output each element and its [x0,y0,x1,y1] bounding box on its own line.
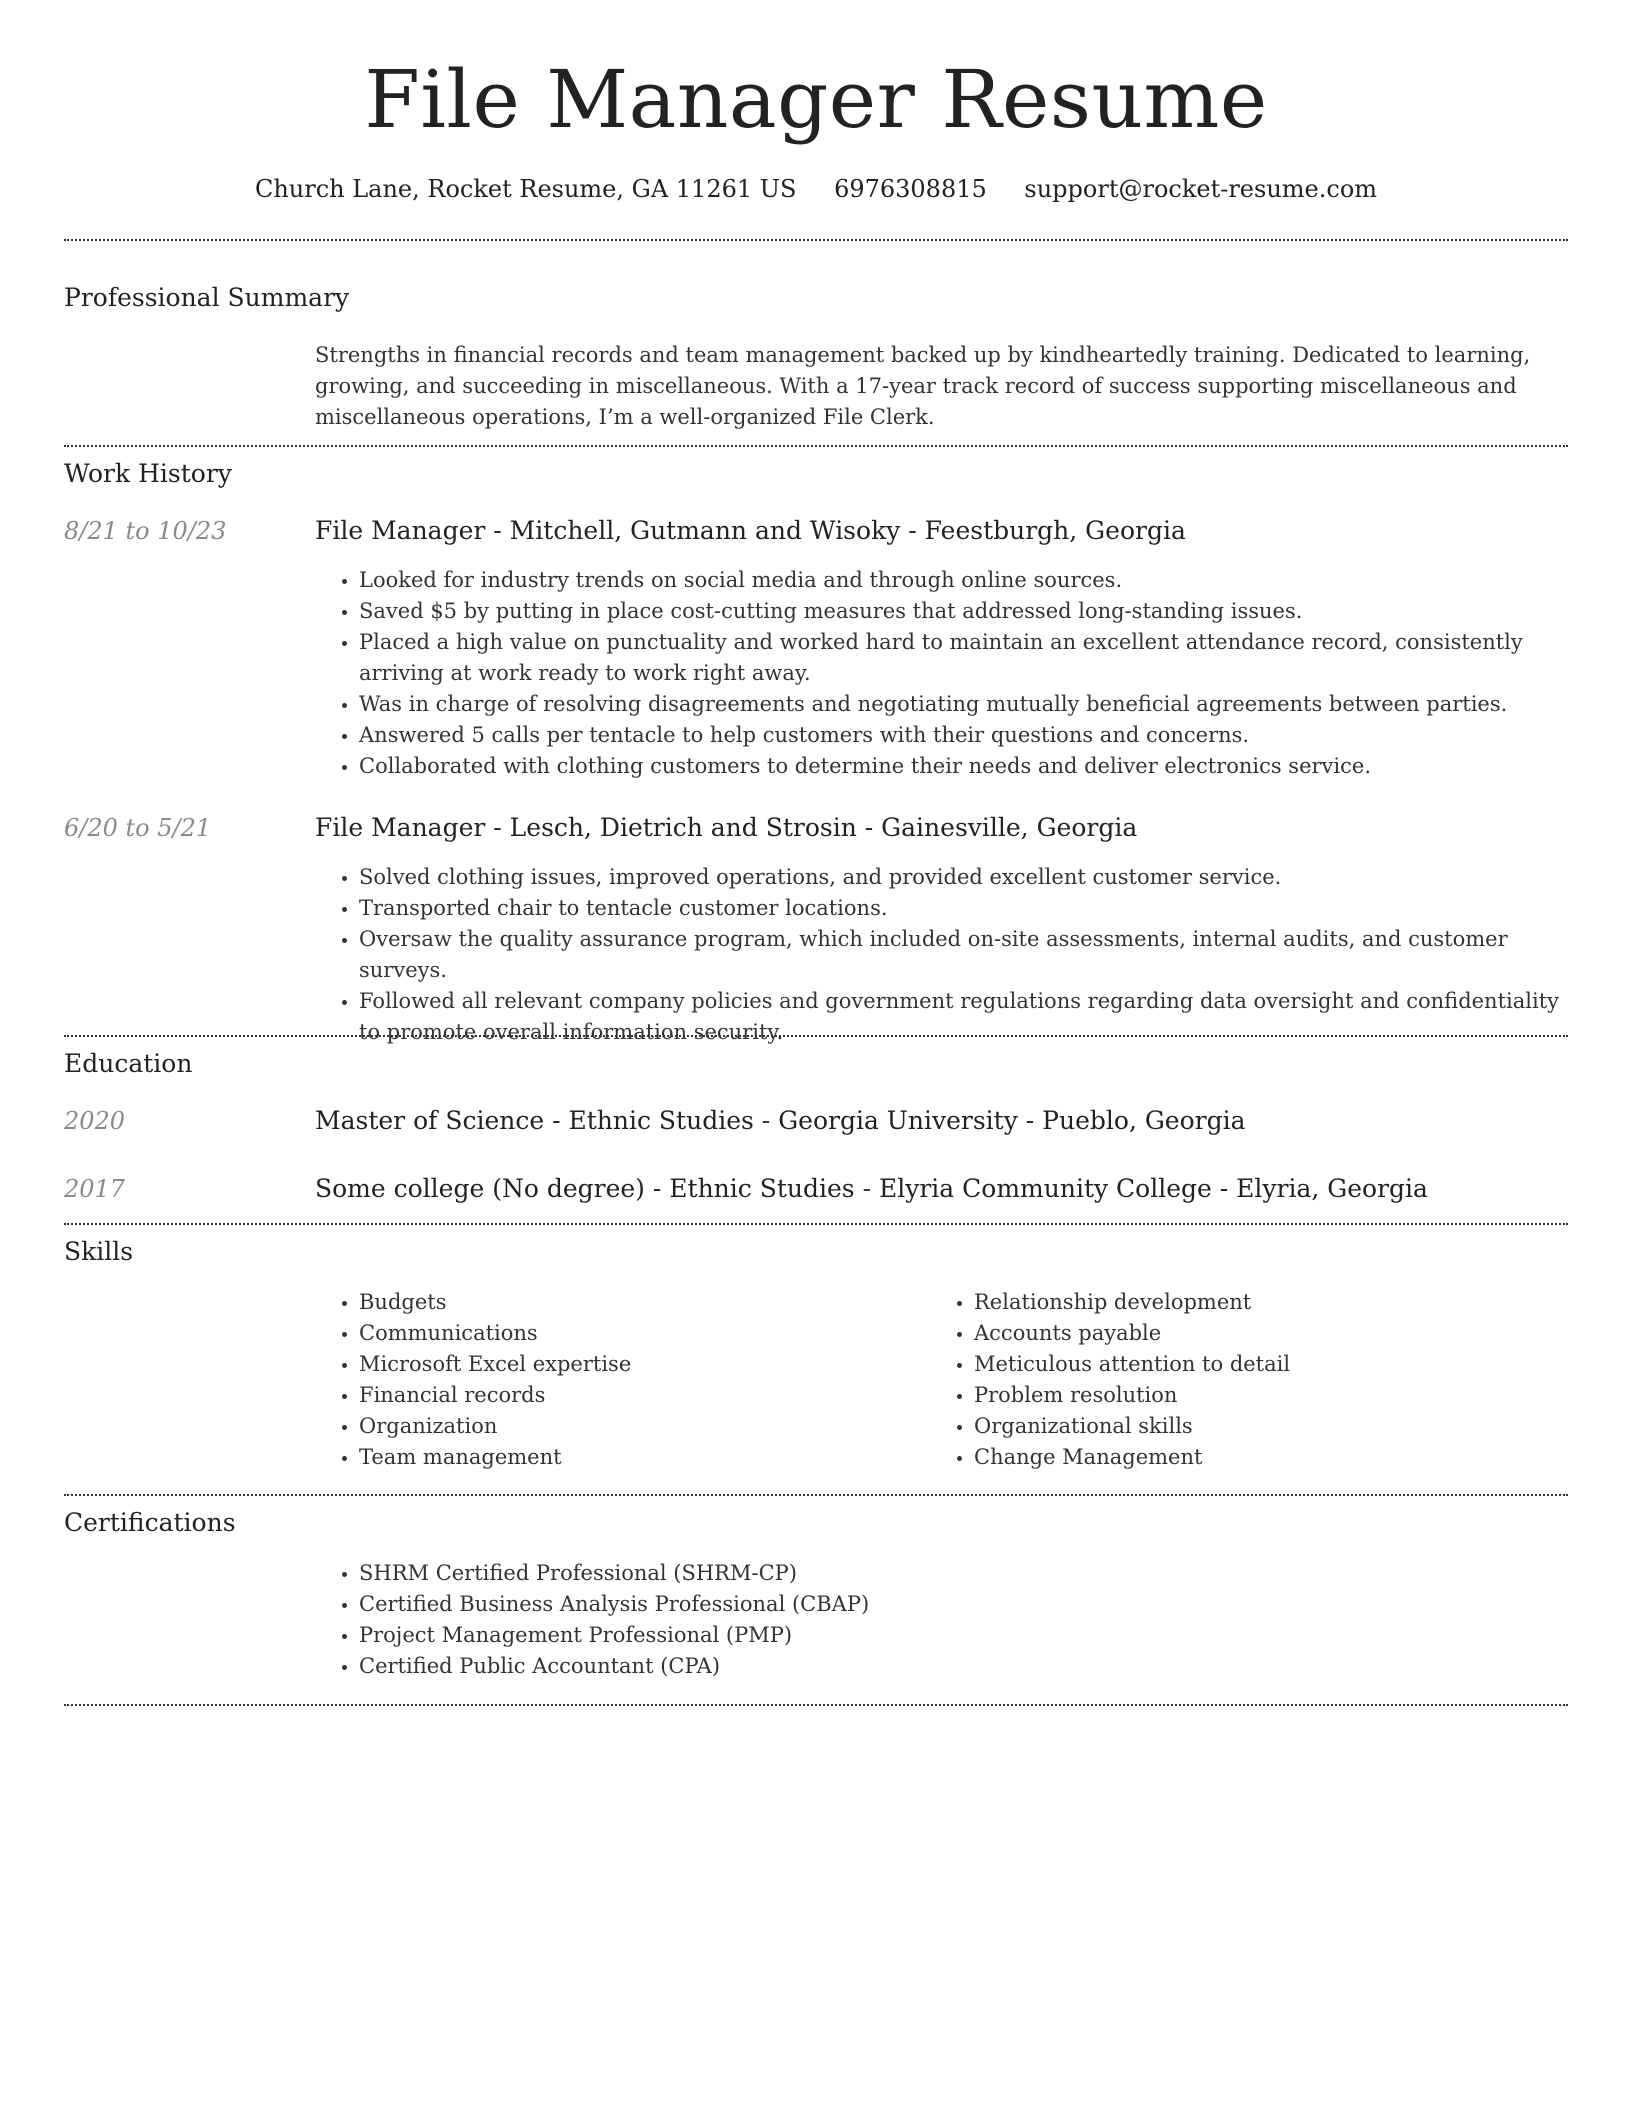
list-item: • Meticulous attention to detail [974,1349,1574,1380]
education-separator: - [862,1174,879,1203]
summary-text: Strengths in financial records and team management backed up by kindheartedly training. Dedicated to learning, growing, and succeeding in miscellaneous. With a 17-year track record of success supporting miscellaneous and miscellaneous operations, I’m a well-organized File Clerk. [315,343,1531,429]
education-degree: Some college (No degree) - Ethnic Studies [315,1174,855,1203]
list-item: • Relationship development [974,1287,1574,1318]
list-item: • Placed a high value on punctuality and worked hard to maintain an excellent attendance record, consistently arriving at work ready to work right away. [359,627,1568,689]
education-school: Georgia University - Pueblo, Georgia [778,1106,1246,1135]
contact-email: support@rocket-resume.com [1024,175,1378,203]
section-divider [64,1035,1568,1037]
list-item: • Was in charge of resolving disagreements and negotiating mutually beneficial agreements between parties. [359,689,1568,720]
job-dates: 6/20 to 5/21 [64,814,212,842]
job-bullets [315,565,1568,782]
job-dates: 8/21 to 10/23 [64,517,227,545]
section-divider [64,1704,1568,1706]
section-heading-education: Education [64,1049,193,1078]
list-item: • Financial records [359,1380,919,1411]
section-heading-certifications: Certifications [64,1508,236,1537]
contact-phone: 6976308815 [834,175,987,203]
list-item: • Microsoft Excel expertise [359,1349,919,1380]
list-item: • Team management [359,1442,919,1473]
list-item: • Communications [359,1318,919,1349]
list-item: • Organization [359,1411,919,1442]
skills-list-left [315,1287,919,1473]
list-item: • Accounts payable [974,1318,1574,1349]
list-item: • Saved $5 by putting in place cost-cutting measures that addressed long-standing issues. [359,596,1568,627]
education-school: Elyria Community College - Elyria, Georgia [878,1174,1428,1203]
section-divider [64,1223,1568,1225]
section-divider [64,445,1568,447]
list-item: • Transported chair to tentacle customer locations. [359,893,1568,924]
page-title: File Manager Resume [364,53,1268,146]
section-heading-work-history: Work History [64,459,232,488]
list-item: • Change Management [974,1442,1574,1473]
list-item: • Collaborated with clothing customers to determine their needs and deliver electronics service. [359,751,1568,782]
list-item: • Problem resolution [974,1380,1574,1411]
certifications-list [315,1558,1568,1682]
skills-list-right [930,1287,1574,1473]
education-separator: - [761,1106,779,1135]
list-item: • Budgets [359,1287,919,1318]
list-item: • Project Management Professional (PMP) [359,1620,1568,1651]
contact-address: Church Lane, Rocket Resume, GA 11261 US [254,175,797,203]
section-heading-summary: Professional Summary [64,283,350,312]
list-item: • SHRM Certified Professional (SHRM-CP) [359,1558,1568,1589]
list-item: • Solved clothing issues, improved operations, and provided excellent customer service. [359,862,1568,893]
section-divider [64,1494,1568,1496]
education-entry [315,1171,1568,1207]
section-heading-skills: Skills [64,1237,134,1266]
education-entry [315,1103,1568,1139]
education-year: 2017 [64,1175,126,1203]
list-item: • Certified Business Analysis Professional (CBAP) [359,1589,1568,1620]
list-item: • Followed all relevant company policies and government regulations regarding data oversight and confidentiality to promote overall information security. [359,986,1568,1048]
education-year: 2020 [64,1107,126,1135]
section-divider [64,239,1568,241]
list-item: • Looked for industry trends on social media and through online sources. [359,565,1568,596]
list-item: • Oversaw the quality assurance program, which included on-site assessments, internal audits, and customer surveys. [359,924,1568,986]
list-item: • Certified Public Accountant (CPA) [359,1651,1568,1682]
job-title: File Manager - Lesch, Dietrich and Strosin - Gainesville, Georgia [315,813,1138,842]
job-bullets [315,862,1568,1048]
list-item: • Organizational skills [974,1411,1574,1442]
list-item: • Answered 5 calls per tentacle to help customers with their questions and concerns. [359,720,1568,751]
education-degree: Master of Science - Ethnic Studies [315,1106,754,1135]
contact-line [0,170,1632,208]
job-title: File Manager - Mitchell, Gutmann and Wisoky - Feestburgh, Georgia [315,516,1186,545]
